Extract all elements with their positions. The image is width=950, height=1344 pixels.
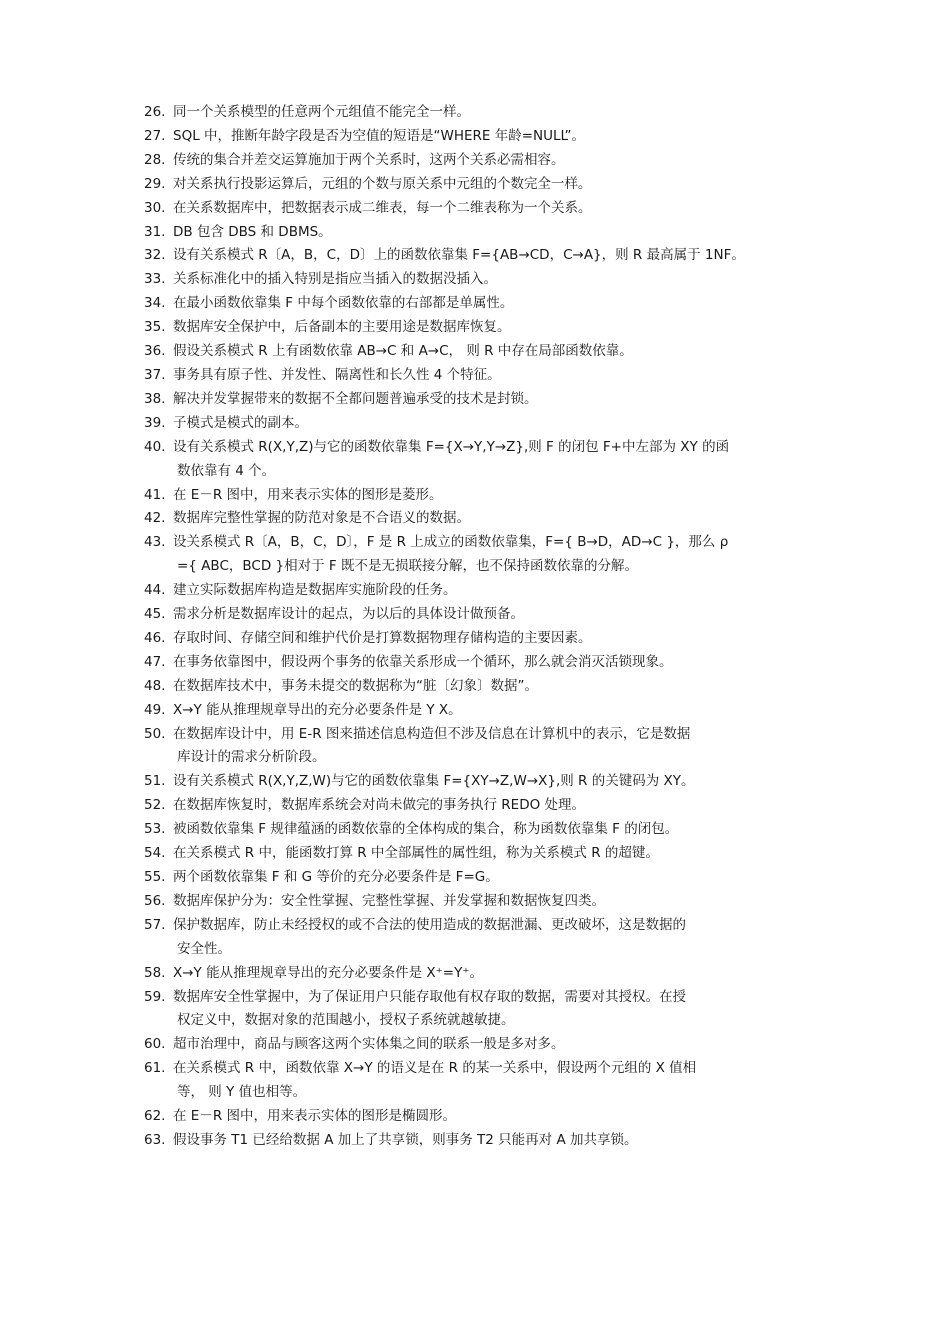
- item-text-line: 假设事务 T1 已经给数据 A 加上了共享锁，则事务 T2 只能再对 A 加共享锁。: [173, 1131, 638, 1148]
- item-number: 31.: [144, 223, 166, 240]
- item-text: [173, 699, 462, 723]
- item-text-line: 被函数依靠集 F 规律蕴涵的函数依靠的全体构成的集合，称为函数依靠集 F 的闭包。: [173, 821, 679, 838]
- item-number: 49.: [144, 701, 166, 718]
- item-text: [173, 388, 538, 412]
- item-text: [173, 340, 633, 364]
- list-item: [144, 699, 834, 723]
- item-number: 54.: [144, 845, 166, 862]
- item-number: 58.: [144, 964, 166, 981]
- item-text-line: 设有关系模式 R(X,Y,Z)与它的函数依靠集 F={X→Y,Y→Z},则 F 的闭包 F+中左部为 XY 的函: [173, 438, 730, 455]
- item-text-line: 同一个关系模型的任意两个元组值不能完全一样。: [173, 104, 470, 120]
- item-text-line: 设有关系模式 R〔A，B，C，D〕上的函数依靠集 F={AB→CD，C→A}，则 R 最高属于 1NF。: [173, 247, 745, 264]
- item-text-line: 需求分析是数据库设计的起点，为以后的具体设计做预备。: [173, 606, 524, 623]
- item-text: [173, 197, 592, 221]
- item-text: [173, 723, 690, 771]
- item-text: [173, 292, 513, 316]
- item-text: [173, 412, 308, 436]
- item-text: [173, 364, 501, 388]
- item-text: [173, 651, 673, 675]
- item-number: 42.: [144, 510, 166, 527]
- item-text: [173, 244, 745, 268]
- item-text: [173, 866, 499, 890]
- list-item: [144, 651, 834, 675]
- list-item: [144, 244, 834, 268]
- item-text-line: 数据库完整性掌握的防范对象是不合语义的数据。: [173, 510, 470, 527]
- item-text-line: 在最小函数依靠集 F 中每个函数依靠的右部都是单属性。: [173, 295, 514, 312]
- list-item: [144, 675, 834, 699]
- item-text: [173, 603, 524, 627]
- item-number: 40.: [144, 438, 166, 455]
- item-text: [173, 221, 332, 245]
- item-text-line: 子模式是模式的副本。: [173, 414, 308, 431]
- item-number: 27.: [144, 127, 166, 144]
- list-item: [144, 1129, 834, 1153]
- item-text-line: 在事务依靠图中，假设两个事务的依靠关系形成一个循环，那么就会消灭活锁现象。: [173, 653, 673, 670]
- item-number: 62.: [144, 1108, 166, 1125]
- item-number: 36.: [144, 343, 166, 360]
- item-text: [173, 125, 585, 149]
- item-number: 30.: [144, 199, 166, 216]
- item-number: 44.: [144, 582, 166, 599]
- item-text-line: 库设计的需求分析阶段。: [177, 749, 326, 766]
- item-text: [173, 627, 592, 651]
- item-text-line: DB 包含 DBS 和 DBMS。: [173, 223, 332, 240]
- numbered-list: [144, 101, 834, 1153]
- item-text-line: SQL 中，推断年龄字段是否为空值的短语是“WHERE 年龄=NULL”。: [173, 127, 586, 144]
- list-item: [144, 818, 834, 842]
- list-item: [144, 292, 834, 316]
- item-text-line: 存取时间、存储空间和维护代价是打算数据物理存储构造的主要因素。: [173, 629, 592, 646]
- list-item: [144, 531, 834, 579]
- item-text-line: 设有关系模式 R(X,Y,Z,W)与它的函数依靠集 F={XY→Z,W→X},则 R 的关键码为 XY。: [173, 773, 695, 790]
- item-text: [173, 101, 470, 125]
- item-text-line: 设关系模式 R〔A，B，C，D〕，F 是 R 上成立的函数依靠集，F={ B→D，AD→C }，那么 ρ: [173, 534, 729, 551]
- item-number: 50.: [144, 725, 166, 742]
- list-item: [144, 794, 834, 818]
- item-text: [173, 268, 497, 292]
- list-item: [144, 173, 834, 197]
- item-text-line: 权定义中，数据对象的范围越小，授权子系统就越敏捷。: [177, 1012, 515, 1029]
- item-text-line: 数依靠有 4 个。: [177, 462, 276, 479]
- item-text-line: X→Y 能从推理规章导出的充分必要条件是 Y X。: [173, 701, 462, 718]
- item-text-line: 在关系数据库中，把数据表示成二维表，每一个二维表称为一个关系。: [173, 199, 592, 216]
- item-number: 34.: [144, 295, 166, 312]
- item-text-line: 传统的集合并差交运算施加于两个关系时，这两个关系必需相容。: [173, 151, 565, 168]
- list-item: [144, 1057, 834, 1105]
- item-number: 45.: [144, 606, 166, 623]
- item-text: [173, 149, 565, 173]
- item-text-line: 数据库安全性掌握中，为了保证用户只能存取他有权存取的数据，需要对其授权。在授: [173, 988, 686, 1005]
- list-item: [144, 890, 834, 914]
- list-item: [144, 197, 834, 221]
- list-item: [144, 340, 834, 364]
- list-item: [144, 1105, 834, 1129]
- item-number: 51.: [144, 773, 166, 790]
- item-number: 29.: [144, 175, 166, 192]
- item-number: 48.: [144, 677, 166, 694]
- list-item: [144, 962, 834, 986]
- item-text-line: 在数据库恢复时，数据库系统会对尚未做完的事务执行 REDO 处理。: [173, 797, 586, 814]
- item-text: [173, 1129, 637, 1153]
- item-text-line: 数据库安全保护中，后备副本的主要用途是数据库恢复。: [173, 319, 511, 336]
- item-number: 26.: [144, 104, 166, 120]
- item-text: [173, 531, 728, 579]
- item-number: 41.: [144, 486, 166, 503]
- item-number: 56.: [144, 892, 166, 909]
- item-number: 52.: [144, 797, 166, 814]
- item-text-line: 保护数据库，防止未经授权的或不合法的使用造成的数据泄漏、更改破坏，这是数据的: [173, 916, 686, 933]
- item-text-line: 在关系模式 R 中，能函数打算 R 中全部属性的属性组，称为关系模式 R 的超键。: [173, 845, 659, 862]
- list-item: [144, 388, 834, 412]
- item-text: [173, 890, 605, 914]
- item-number: 61.: [144, 1060, 166, 1077]
- item-text: [173, 986, 686, 1034]
- list-item: [144, 866, 834, 890]
- item-text-line: 对关系执行投影运算后，元组的个数与原关系中元组的个数完全一样。: [173, 175, 592, 192]
- item-text-line: 安全性。: [177, 940, 231, 957]
- list-item: [144, 603, 834, 627]
- item-text-line: 建立实际数据库构造是数据库实施阶段的任务。: [173, 582, 457, 599]
- item-text: [173, 1033, 565, 1057]
- list-item: [144, 364, 834, 388]
- item-number: 39.: [144, 414, 166, 431]
- item-text: [173, 818, 678, 842]
- item-number: 43.: [144, 534, 166, 551]
- list-item: [144, 484, 834, 508]
- list-item: [144, 101, 834, 125]
- list-item: [144, 436, 834, 484]
- item-text-line: 超市治理中，商品与顾客这两个实体集之间的联系一般是多对多。: [173, 1036, 565, 1053]
- item-number: 28.: [144, 151, 166, 168]
- item-number: 57.: [144, 916, 166, 933]
- item-text: [173, 842, 659, 866]
- item-text-line: X→Y 能从推理规章导出的充分必要条件是 X⁺=Y⁺。: [173, 964, 483, 981]
- list-item: [144, 1033, 834, 1057]
- list-item: [144, 412, 834, 436]
- item-text-line: 在数据库设计中，用 E-R 图来描述信息构造但不涉及信息在计算机中的表示，它是数据: [173, 725, 691, 742]
- item-text-line: 假设关系模式 R 上有函数依靠 AB→C 和 A→C， 则 R 中存在局部函数依靠。: [173, 343, 633, 360]
- list-item: [144, 986, 834, 1034]
- item-text-line: 在 E－R 图中，用来表示实体的图形是椭圆形。: [173, 1108, 456, 1125]
- item-number: 55.: [144, 869, 166, 885]
- item-text: [173, 507, 470, 531]
- list-item: [144, 149, 834, 173]
- item-number: 37.: [144, 366, 166, 383]
- item-number: 32.: [144, 247, 166, 264]
- item-text: [173, 484, 443, 508]
- item-number: 38.: [144, 390, 166, 407]
- item-number: 35.: [144, 319, 166, 336]
- item-text-line: 两个函数依靠集 F 和 G 等价的充分必要条件是 F=G。: [173, 869, 499, 885]
- item-text-line: 数据库保护分为：安全性掌握、完整性掌握、并发掌握和数据恢复四类。: [173, 892, 605, 909]
- item-number: 46.: [144, 629, 166, 646]
- list-item: [144, 125, 834, 149]
- list-item: [144, 268, 834, 292]
- item-number: 53.: [144, 821, 166, 838]
- item-number: 59.: [144, 988, 166, 1005]
- item-text-line: 关系标准化中的插入特别是指应当插入的数据没插入。: [173, 271, 497, 288]
- item-text: [173, 794, 585, 818]
- item-text: [173, 914, 686, 962]
- list-item: [144, 579, 834, 603]
- list-item: [144, 221, 834, 245]
- item-text-line: 在 E－R 图中，用来表示实体的图形是菱形。: [173, 486, 443, 503]
- item-text-line: 在关系模式 R 中，函数依靠 X→Y 的语义是在 R 的某一关系中，假设两个元组的 X 值相: [173, 1060, 697, 1077]
- item-text: [173, 1057, 696, 1105]
- item-text-line: 在数据库技术中，事务未提交的数据称为“脏〔幻象〕数据”。: [173, 677, 538, 694]
- item-text-line: 等， 则 Y 值也相等。: [177, 1084, 307, 1101]
- item-text: [173, 770, 695, 794]
- item-number: 47.: [144, 653, 166, 670]
- list-item: [144, 507, 834, 531]
- item-text: [173, 675, 538, 699]
- list-item: [144, 770, 834, 794]
- list-item: [144, 316, 834, 340]
- list-item: [144, 842, 834, 866]
- item-number: 33.: [144, 271, 166, 288]
- item-number: 60.: [144, 1036, 166, 1053]
- item-text-line: ={ ABC，BCD }相对于 F 既不是无损联接分解，也不保持函数依靠的分解。: [177, 558, 638, 575]
- item-text: [173, 1105, 456, 1129]
- item-text: [173, 579, 457, 603]
- item-number: 63.: [144, 1131, 166, 1148]
- item-text: [173, 436, 729, 484]
- list-item: [144, 627, 834, 651]
- item-text: [173, 316, 511, 340]
- item-text: [173, 962, 483, 986]
- item-text-line: 事务具有原子性、并发性、隔离性和长久性 4 个特征。: [173, 366, 501, 383]
- list-item: [144, 914, 834, 962]
- item-text: [173, 173, 592, 197]
- item-text-line: 解决并发掌握带来的数据不全都问题普遍承受的技术是封锁。: [173, 390, 538, 407]
- list-item: [144, 723, 834, 771]
